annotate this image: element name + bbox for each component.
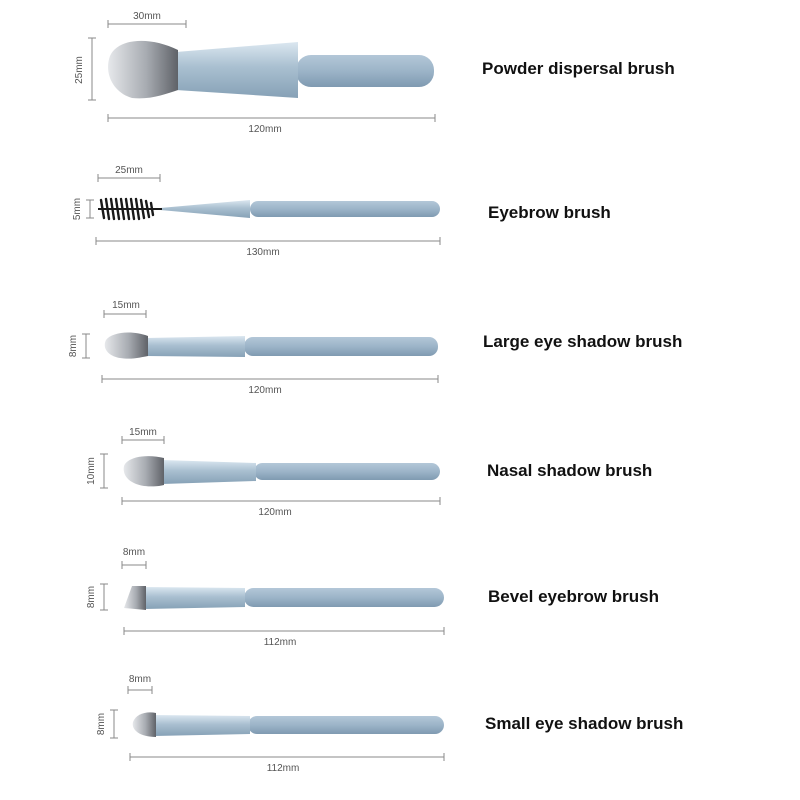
brush-row-bevel-eyebrow (86, 547, 444, 648)
dimension-head-height (74, 38, 96, 100)
round-head-icon (105, 333, 148, 359)
large-eye-shadow-brush-image (105, 333, 438, 359)
height-dimension-label: 8mm (68, 334, 79, 358)
head-dimension-label: 30mm (133, 11, 161, 22)
dimension-head-height (72, 198, 94, 220)
bevel-eyebrow-brush-image (124, 586, 444, 610)
height-dimension-label: 8mm (96, 712, 107, 736)
head-dimension-label: 8mm (122, 547, 146, 558)
length-dimension-label: 130mm (246, 247, 280, 258)
length-dimension-label: 120mm (248, 124, 282, 135)
brush-name-bevel-eyebrow: Bevel eyebrow brush (488, 587, 660, 606)
dimension-head-width (108, 11, 186, 28)
dimension-total-length (108, 114, 435, 135)
dimension-head-width (98, 165, 160, 182)
dimension-head-width (128, 674, 152, 694)
brush-ferrule (146, 336, 245, 357)
brush-handle (296, 55, 434, 87)
head-dimension-label: 25mm (115, 165, 143, 176)
length-dimension-label: 120mm (258, 507, 292, 518)
brush-row-nasal-shadow (86, 427, 440, 518)
brush-handle (250, 201, 440, 217)
dimension-head-height (68, 334, 90, 358)
head-dimension-label: 15mm (112, 300, 140, 311)
height-dimension-label: 10mm (86, 457, 97, 485)
spoolie-head-icon (98, 199, 162, 219)
dimension-head-height (96, 710, 118, 738)
brush-handle (244, 588, 444, 607)
head-dimension-label: 15mm (129, 427, 157, 438)
dimension-total-length (130, 753, 444, 774)
dome-head-icon (124, 456, 164, 486)
brush-row-powder (74, 11, 435, 135)
powder-brush-image (108, 41, 434, 99)
height-dimension-label: 8mm (86, 585, 97, 609)
brush-handle (248, 716, 444, 734)
brush-handle (244, 337, 438, 356)
dimension-head-width (104, 300, 146, 318)
small-eye-shadow-brush-image (133, 712, 444, 737)
dimension-head-width (122, 427, 164, 444)
brush-ferrule (160, 200, 250, 218)
brush-ferrule (162, 460, 256, 484)
brush-ferrule (154, 715, 250, 736)
dimension-head-height (86, 584, 108, 610)
height-dimension-label: 5mm (72, 197, 83, 221)
dimension-total-length (96, 237, 440, 258)
brush-name-nasal-shadow: Nasal shadow brush (487, 461, 653, 480)
dimension-total-length (124, 627, 444, 648)
brush-name-small-eye-shadow: Small eye shadow brush (485, 714, 684, 733)
brush-ferrule (144, 587, 245, 609)
dimension-total-length (102, 375, 438, 396)
brush-name-eyebrow: Eyebrow brush (488, 203, 611, 222)
brush-row-large-eye-shadow (68, 300, 438, 396)
dimension-head-height (86, 454, 108, 488)
brush-name-powder: Powder dispersal brush (482, 59, 675, 78)
head-dimension-label: 8mm (128, 674, 152, 685)
brush-name-large-eye-shadow: Large eye shadow brush (483, 332, 683, 351)
length-dimension-label: 112mm (266, 763, 300, 774)
dimension-head-width (122, 547, 146, 569)
brush-ferrule (176, 42, 298, 98)
dimension-total-length (122, 497, 440, 518)
length-dimension-label: 112mm (263, 637, 297, 648)
brush-row-eyebrow (72, 165, 440, 258)
length-dimension-label: 120mm (248, 385, 282, 396)
angled-head-icon (124, 586, 146, 610)
nasal-shadow-brush-image (124, 456, 440, 486)
brush-handle (254, 463, 440, 480)
small-dome-head-icon (133, 712, 156, 737)
eyebrow-brush-image (98, 199, 440, 219)
powder-head-icon (108, 41, 178, 99)
brush-row-small-eye-shadow (96, 674, 444, 774)
height-dimension-label: 25mm (74, 56, 85, 84)
